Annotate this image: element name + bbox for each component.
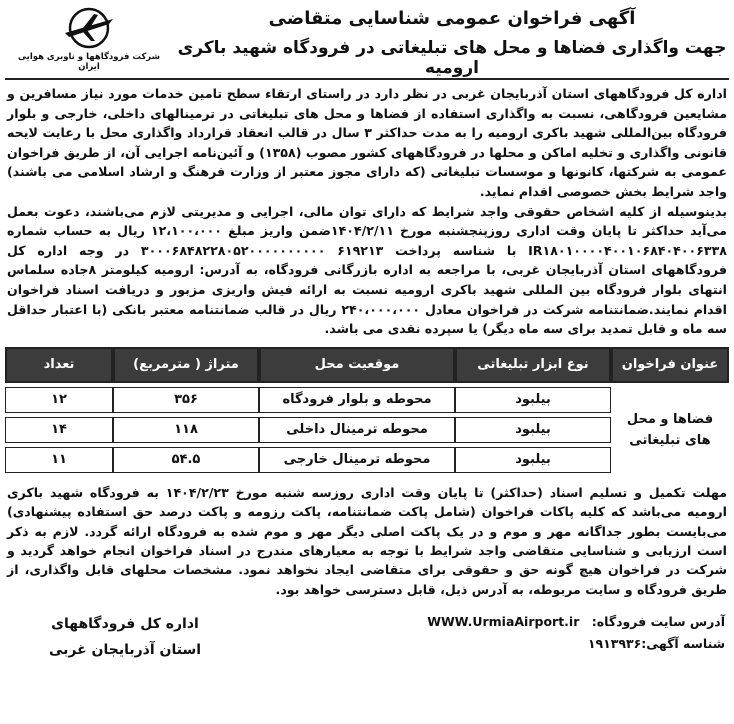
cell-tool: بیلبود xyxy=(455,387,611,413)
cell-area: ۵۴.۵ xyxy=(113,447,259,473)
signature xyxy=(25,611,225,663)
cell-area: ۱۱۸ xyxy=(113,417,259,443)
cell-location: محوطه و بلوار فرودگاه xyxy=(259,387,455,413)
signature-line1: اداره کل فرودگاههای xyxy=(51,616,199,633)
site-url-link[interactable]: WWW.UrmiaAirport.ir xyxy=(427,614,580,630)
cell-count: ۱۴ xyxy=(5,417,113,443)
header-title: عنوان فراخوان xyxy=(611,347,729,383)
header-area: متراژ ( مترمربع) xyxy=(113,347,259,383)
announcement xyxy=(5,4,729,716)
intro-paragraph: اداره کل فرودگاههای استان آذربایجان غربی در نظر دارد در راستای ارتقاء سطح تامین خدمات مورد نیاز مسافرین و مشایعین فرودگاهی، نسبت به واگذاری استفاده از فضاها و محل های تبلیغاتی در ترمینالهای داخلی، خارجی و بلوار فرودگاه بین‌المللی شهید باکری ارومیه را به مدت حداکثر ۳ سال در قالب انعقاد قرارداد واگذاری محل با رعایت لایحه قانونی واگذاری و تخلیه اماکن و محلها در فرودگاههای کشور مصوب (۱۳۵۸) و آئین‌نامه اجرایی آن، از طریق فراخوان عمومی به شرکتها، کانونها و موسسات تبلیغاتی (که دارای مجوز معتبر از وزارت فرهنگ و ارشاد اسلامی می باشند) واجد شرایط بخش خصوصی اقدام نماید. xyxy=(7,86,727,199)
site-label: آدرس سایت فرودگاه: xyxy=(591,614,725,630)
header xyxy=(5,4,729,80)
footer xyxy=(5,603,729,667)
header-count: تعداد xyxy=(5,347,113,383)
logo xyxy=(9,6,169,72)
group-title: فضاها و محل های تبلیغاتی xyxy=(626,411,714,448)
signature-line2: استان آذربایجان غربی xyxy=(48,642,202,659)
title-line2: جهت واگذاری فضاها و محل های تبلیغاتی در فرودگاه شهید باکری ارومیه xyxy=(177,38,727,78)
logo-text: شرکت فرودگاهها و ناوبری هوایی ایران xyxy=(18,52,160,72)
contact-block xyxy=(427,611,725,655)
cell-count: ۱۲ xyxy=(5,387,113,413)
title-line1: آگهی فراخوان عمومی شناسایی متقاضی xyxy=(268,8,636,29)
header-location: موقعیت محل xyxy=(259,347,455,383)
cell-tool: بیلبود xyxy=(455,417,611,443)
cell-location: محوطه ترمینال داخلی xyxy=(259,417,455,443)
table-header-row xyxy=(5,347,729,383)
header-tool: نوع ابزار تبلیغاتی xyxy=(455,347,611,383)
items-table xyxy=(5,343,729,477)
cell-area: ۳۵۶ xyxy=(113,387,259,413)
cell-tool: بیلبود xyxy=(455,447,611,473)
airport-company-logo-icon xyxy=(59,6,119,50)
cell-location: محوطه ترمینال خارجی xyxy=(259,447,455,473)
deadline-paragraph: مهلت تکمیل و تسلیم اسناد (حداکثر) تا پایان وقت اداری روزسه شنبه مورخ ۱۴۰۴/۲/۲۳ به فرودگاه شهید باکری ارومیه می‌باشد که کلیه پاکات فراخوان (شامل پاکت ضمانتنامه، پاکت رزومه و پاکت درصد حق استفاده پیشنهادی) می‌بایست بطور جداگانه مهر و موم و در یک پاکت اصلی دیگر مهر و موم شده به فرودگاه ارائه گردد. لازم به ذکر است ارزیابی و شناسایی متقاضی واجد شرایط با توجه به معیارهای مندرج در اسناد فراخوان انجام خواهد گردید و شرکت در فراخوان هیچ گونه حق و حقوقی برای متقاضی ایجاد نخواهد نمود. مشخصات محلهای قابل واگذاری، از طریق فرودگاه و سایت مربوطه، به آدرس ذیل، قابل دسترسی خواهد بود. xyxy=(7,484,727,597)
ad-id: شناسه آگهی:۱۹۱۳۹۳۶ xyxy=(587,636,725,652)
invitation-paragraph: بدینوسیله از کلیه اشخاص حقوقی واجد شرایط که دارای توان مالی، اجرایی و مدیریتی لازم می‌باشند، دعوت بعمل می‌آید حداکثر تا پایان وقت اداری روزپنجشنبه مورخ ۱۴۰۴/۲/۱۱ضمن واریز مبلغ ۱۲،۱۰۰،۰۰۰ ریال به حساب شماره IR۱۸۰۱۰۰۰۰۴۰۰۱۰۶۸۴۰۴۰۰۶۳۳۸ با شناسه پرداخت ۶۱۹۲۱۳ ۳۰۰۰۶۸۴۸۲۲۸۰۵۲۰۰۰۰۰۰۰۰۰۰ در وجه اداره کل فرودگاههای استان آذربایجان غربی، با مراجعه به اداره بازرگانی فرودگاه، به آدرس: ارومیه کیلومتر ۸جاده سلماس انتهای بلوار فرودگاه بین المللی شهید باکری ارومیه نسبت به ارائه فیش واریزی مزبور و دریافت اسناد فراخوان اقدام نمایند.ضمانتنامه شرکت در فراخوان معادل ۲۴۰،۰۰۰،۰۰۰ ریال در قالب ضمانتنامه معتبر بانکی (با اعتبار حداقل سه ماه و قابل تمدید برای سه ماه دیگر) یا سپرده نقدی می باشد. xyxy=(7,203,727,337)
table-row xyxy=(5,387,729,413)
site-line xyxy=(427,611,725,633)
cell-count: ۱۱ xyxy=(5,447,113,473)
